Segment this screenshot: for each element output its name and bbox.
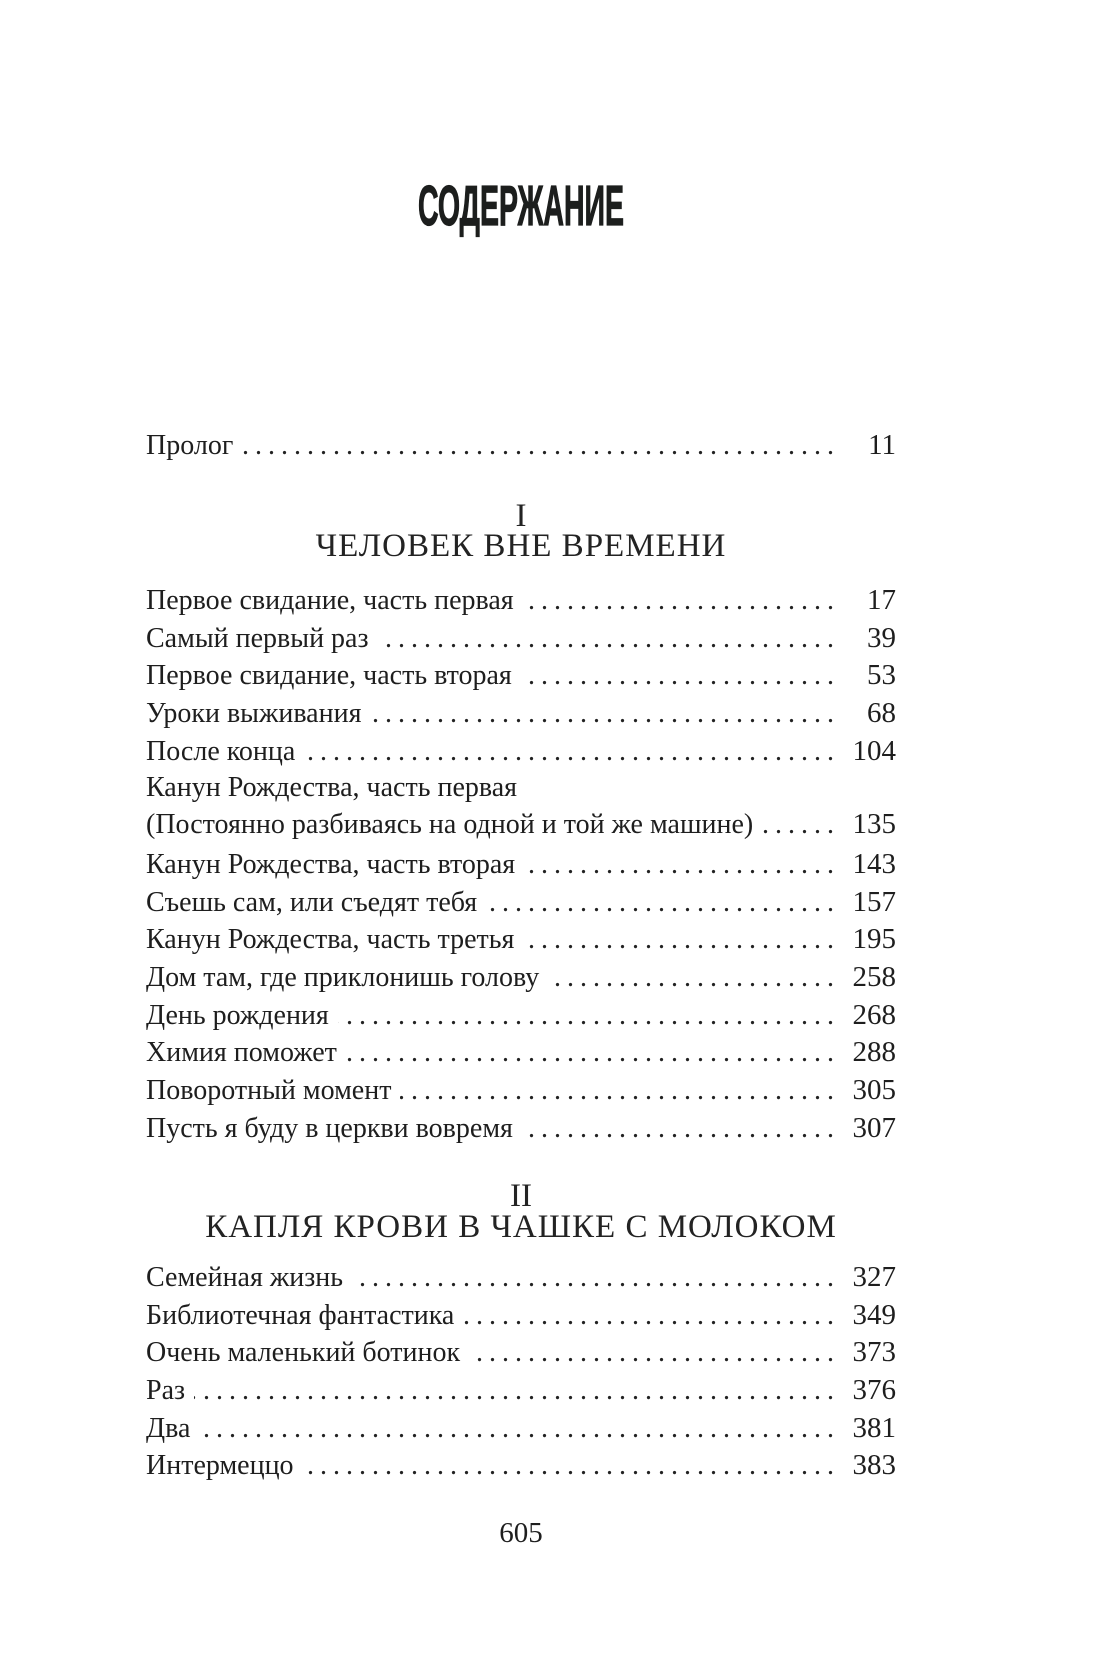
- toc-entry: [146, 846, 896, 884]
- toc-entry-subtitle-row: [146, 806, 896, 845]
- toc-entry-two-line: [146, 770, 896, 845]
- toc-entry-title: Интермеццо: [146, 1450, 294, 1482]
- toc-entry-page: 383: [852, 1449, 896, 1482]
- toc-section-1-entries: [146, 582, 896, 1147]
- toc-entry: [146, 921, 896, 959]
- toc-entry: [146, 1297, 896, 1335]
- dot-leader: [486, 884, 834, 922]
- toc-entry-page: 17: [867, 584, 896, 616]
- toc-entry-page: 39: [867, 621, 896, 654]
- dot-leader: [338, 997, 834, 1035]
- toc-entry-title: Уроки выживания: [146, 698, 362, 730]
- section-title: КАПЛЯ КРОВИ В ЧАШКЕ С МОЛОКОМ: [205, 1209, 837, 1245]
- toc-entry: [146, 1034, 896, 1072]
- toc-entry: [146, 1334, 896, 1372]
- dot-leader: [524, 846, 834, 884]
- toc-entry-page: 195: [852, 923, 896, 956]
- toc-entry-page: 53: [867, 659, 896, 692]
- toc-entry: [146, 582, 896, 620]
- page-title: СОДЕРЖАНИЕ: [417, 174, 625, 238]
- dot-leader: [303, 1447, 834, 1485]
- toc-entry-title: Первое свидание, часть вторая: [146, 660, 512, 692]
- toc-entry: [146, 1072, 896, 1110]
- toc-entry-page: 305: [852, 1073, 896, 1106]
- toc-entry-title: Канун Рождества, часть первая: [146, 772, 518, 804]
- dot-leader: [522, 1110, 834, 1148]
- toc-entry: [146, 733, 896, 771]
- toc-entry: [146, 1447, 896, 1485]
- dot-leader: [352, 1259, 834, 1297]
- toc-entry: [146, 1410, 896, 1448]
- toc-entry: [146, 657, 896, 695]
- toc-entry-page: 135: [852, 808, 896, 841]
- toc-entry-page: 268: [852, 998, 896, 1031]
- toc-entry-page: 288: [852, 1036, 896, 1069]
- folio-page-number: 605: [499, 1517, 543, 1549]
- toc-entry-title: Раз: [146, 1375, 186, 1407]
- toc-entry: [146, 695, 896, 733]
- toc-entry-title: Поворотный момент: [146, 1074, 392, 1106]
- section-numeral: I: [515, 498, 527, 534]
- dot-leader: [199, 1410, 834, 1448]
- toc-entry-page: 381: [852, 1411, 896, 1444]
- toc-entry-title: Дом там, где приклонишь голову: [146, 961, 540, 993]
- dot-leader: [194, 1372, 834, 1410]
- contents-title-band: [146, 174, 896, 238]
- toc-entry: [146, 1110, 896, 1148]
- toc-entry-page: 157: [852, 885, 896, 918]
- dot-leader: [304, 733, 834, 771]
- toc-entry-page: 68: [867, 697, 896, 730]
- toc-entry: [146, 620, 896, 658]
- dot-leader: [523, 582, 834, 620]
- toc-entry-title: Два: [146, 1412, 191, 1444]
- toc-entry-page: 307: [852, 1111, 896, 1144]
- toc-entry-title: Библиотечная фантастика: [146, 1299, 455, 1331]
- dot-leader: [548, 959, 834, 997]
- toc-section-2-entries: [146, 1259, 896, 1485]
- dot-leader: [370, 695, 834, 733]
- toc-entry-page: 376: [852, 1374, 896, 1407]
- toc-entry-page: 349: [852, 1298, 896, 1331]
- toc-entry-title: Самый первый раз: [146, 622, 369, 654]
- toc-entry: [146, 884, 896, 922]
- dot-leader: [521, 657, 834, 695]
- toc-entry-page: 11: [868, 429, 896, 461]
- section-numeral: II: [510, 1178, 532, 1214]
- toc-entry: [146, 1259, 896, 1297]
- toc-entry-page: 104: [852, 734, 896, 767]
- dot-leader: [469, 1334, 834, 1372]
- toc-entry-title: Семейная жизнь: [146, 1262, 344, 1293]
- toc-entry-title: Химия поможет: [146, 1037, 337, 1069]
- toc-entry-title: День рождения: [146, 999, 329, 1031]
- toc-entry: [146, 427, 896, 465]
- toc-entry-page: 258: [852, 960, 896, 993]
- dot-leader: [346, 1034, 834, 1072]
- toc-entry: [146, 959, 896, 997]
- section-title: ЧЕЛОВЕК ВНЕ ВРЕМЕНИ: [315, 528, 727, 564]
- toc-entry-title: Съешь сам, или съедят тебя: [146, 886, 478, 918]
- toc-entry: [146, 1372, 896, 1410]
- toc-entry-title: Очень маленький ботинок: [146, 1337, 461, 1369]
- toc-entry-title: Пролог: [146, 430, 234, 461]
- toc-entry-title: Канун Рождества, часть вторая: [146, 848, 516, 880]
- toc-entry-page: 143: [852, 847, 896, 880]
- dot-leader: [463, 1297, 834, 1335]
- toc-entry-title: После конца: [146, 735, 296, 767]
- dot-leader: [242, 427, 834, 465]
- dot-leader: [762, 806, 834, 844]
- toc-entry-title: Первое свидание, часть первая: [146, 585, 514, 616]
- toc-entry-page: 327: [852, 1261, 896, 1293]
- toc-front-matter: [146, 427, 896, 465]
- toc-entry-title: Пусть я буду в церкви вовремя: [146, 1112, 513, 1144]
- toc-entry-subtitle: (Постоянно разбиваясь на одной и той же машине): [146, 809, 754, 841]
- toc-entry: [146, 997, 896, 1035]
- dot-leader: [378, 620, 834, 658]
- toc-entry-title: Канун Рождества, часть третья: [146, 924, 515, 956]
- toc-entry-page: 373: [852, 1336, 896, 1369]
- dot-leader: [523, 921, 834, 959]
- dot-leader: [400, 1072, 834, 1110]
